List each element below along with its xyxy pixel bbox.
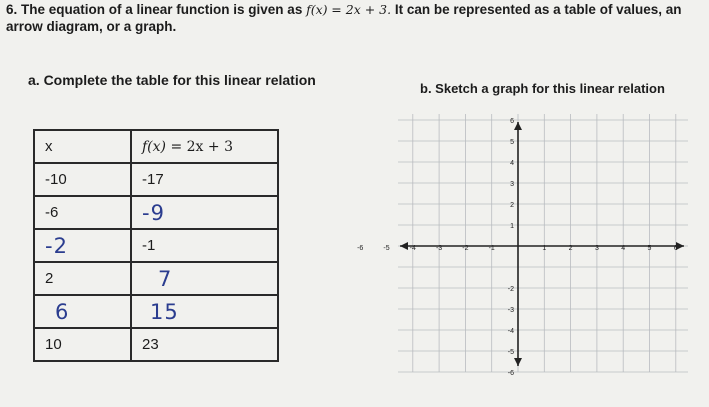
cell-fx[interactable]: -17 <box>131 163 278 196</box>
x-tick-label: -2 <box>462 245 469 252</box>
cell-fx-handwritten[interactable]: 15 <box>131 295 278 328</box>
cell-x[interactable]: -6 <box>34 196 131 229</box>
table-row <box>34 163 278 196</box>
x-tick-label: -5 <box>383 245 390 252</box>
x-tick-label: 4 <box>621 245 626 252</box>
cell-fx[interactable]: 23 <box>131 328 278 361</box>
x-tick-label: 3 <box>594 245 599 252</box>
header-fx-lhs: f(x) <box>142 138 167 155</box>
cell-x[interactable]: 2 <box>34 262 131 295</box>
question-text-part1: The equation of a linear function is given as <box>21 2 303 17</box>
x-tick-label: 2 <box>568 245 573 252</box>
y-tick-label: -3 <box>507 307 514 314</box>
part-a-label: a. Complete the table for this linear relation <box>28 72 316 88</box>
cell-fx-handwritten[interactable]: 7 <box>131 262 278 295</box>
table-of-values <box>33 129 279 362</box>
question-text <box>6 1 706 35</box>
grid-svg[interactable] <box>357 114 688 377</box>
y-tick-label: 2 <box>510 202 514 209</box>
question-text-part2: It can be represented as a table of values, an arrow diagram, or a graph. <box>6 2 682 34</box>
table-header-row <box>34 130 278 163</box>
x-axis-arrow-left-icon <box>400 242 408 250</box>
equation-lhs: f(x) <box>306 2 328 17</box>
cell-x-handwritten[interactable]: -2 <box>34 229 131 262</box>
y-tick-label: 3 <box>510 181 514 188</box>
y-tick-label: 5 <box>510 139 514 146</box>
table-row <box>34 328 278 361</box>
y-tick-label: -5 <box>507 349 514 356</box>
question-number: 6. <box>6 2 18 17</box>
y-tick-label: 1 <box>510 223 514 230</box>
header-x: x <box>34 130 131 163</box>
y-tick-label: 6 <box>510 118 514 125</box>
x-tick-label: -3 <box>435 245 443 252</box>
table-row <box>34 295 278 328</box>
coordinate-grid[interactable] <box>357 114 688 377</box>
header-fx-rhs: = 2x + 3 <box>170 138 233 155</box>
equation-rhs: = 2x + 3. <box>331 2 392 17</box>
x-tick-label: 5 <box>647 245 652 252</box>
table-row <box>34 262 278 295</box>
x-tick-label: 1 <box>542 245 547 252</box>
x-tick-label: -1 <box>488 245 495 252</box>
table-row <box>34 196 278 229</box>
cell-fx-handwritten[interactable]: -9 <box>131 196 278 229</box>
header-fx <box>131 130 278 163</box>
y-axis-arrow-up-icon <box>514 122 522 130</box>
cell-x-handwritten[interactable]: 6 <box>34 295 131 328</box>
y-tick-label: 4 <box>510 160 514 167</box>
part-b-label: b. Sketch a graph for this linear relation <box>420 81 665 96</box>
cell-fx[interactable]: -1 <box>131 229 278 262</box>
y-tick-label: -6 <box>507 370 514 377</box>
cell-x[interactable]: 10 <box>34 328 131 361</box>
x-tick-label: -4 <box>409 245 416 252</box>
y-tick-label: -2 <box>507 286 514 293</box>
x-tick-label: -6 <box>357 245 364 252</box>
cell-x[interactable]: -10 <box>34 163 131 196</box>
x-tick-label: 6 <box>673 245 678 252</box>
y-tick-label: -4 <box>507 328 514 335</box>
table-row <box>34 229 278 262</box>
y-axis-arrow-down-icon <box>514 358 522 366</box>
